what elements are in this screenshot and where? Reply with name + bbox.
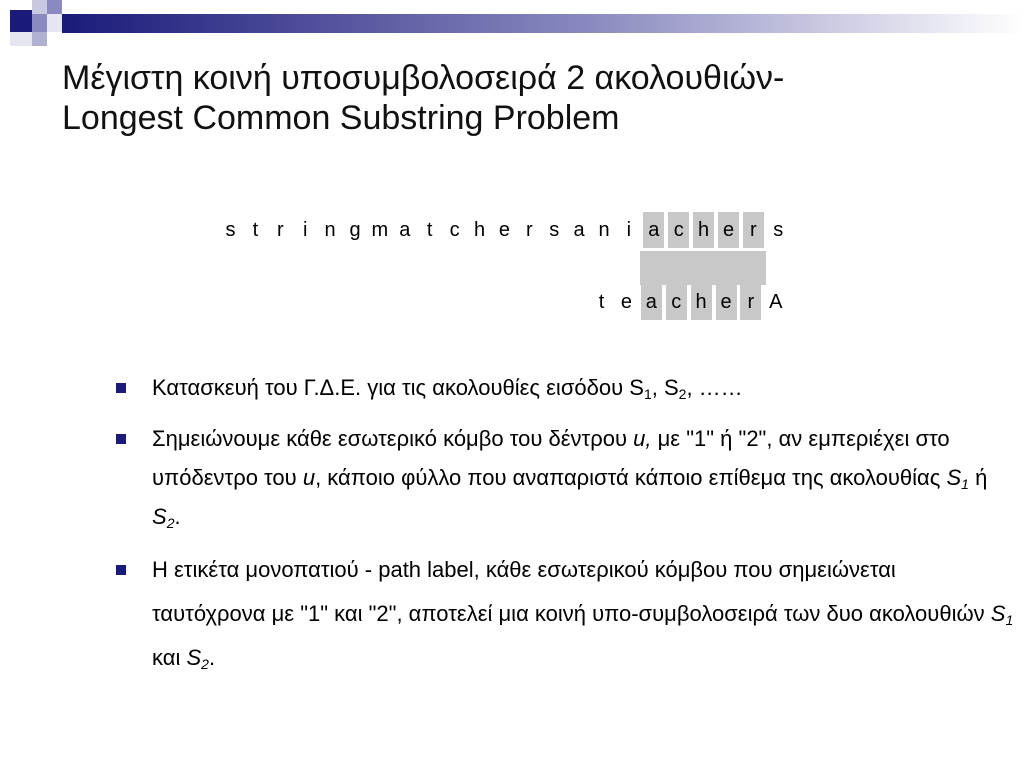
sequence-s1-char: a: [643, 212, 664, 248]
sequence-s1-char: c: [449, 219, 460, 241]
sequence-s2: [591, 284, 811, 320]
highlight-bridge: [640, 251, 766, 285]
sequence-s1-char: g: [349, 219, 361, 241]
header-decoration: [0, 0, 1024, 62]
sequence-s1-char: t: [426, 219, 433, 241]
sequence-s2-char: e: [620, 291, 632, 313]
sequence-s1-char: t: [252, 219, 259, 241]
bullet-item: Σημειώνουμε κάθε εσωτερικό κόμβο του δέντρου u, με "1" ή "2", αν εμπεριέχει στο υπόδεντρο του u, κάποιο φύλλο που αναπαριστά κάποιο επίθεμα της ακολουθίας $S_1$ ή $S_2$.: [114, 419, 1014, 536]
bullet-square-icon: [116, 434, 126, 444]
bullet-list: [114, 368, 1014, 692]
sequence-s2-char: c: [666, 284, 687, 320]
bullet-square-icon: [116, 565, 126, 575]
sequence-s2-char: A: [769, 291, 783, 313]
title-line-1: Μέγιστη κοινή υποσυμβολοσειρά 2 ακολουθιών-: [62, 59, 785, 97]
bullet-item: Η ετικέτα μονοπατιού - path label, κάθε εσωτερικού κόμβου που σημειώνεται ταυτόχρονα με "1" και "2", αποτελεί μια κοινή υπο-συμβολοσειρά των δυο ακολουθιών $S_1$ και $S_2$.: [114, 548, 1014, 680]
slide-title: [62, 58, 1002, 138]
sequence-s1-char: r: [743, 212, 764, 248]
sequence-s1-char: s: [549, 219, 560, 241]
sequence-s2-char: r: [740, 284, 761, 320]
sequence-s2-char: t: [598, 291, 605, 313]
sequence-s1-char: s: [773, 219, 784, 241]
sequence-s1-char: h: [473, 219, 486, 241]
sequence-s1-char: m: [371, 219, 389, 241]
sequence-s1-char: e: [498, 219, 510, 241]
sequence-s1-char: n: [324, 219, 336, 241]
sequence-s1-char: r: [276, 219, 284, 241]
sequence-s2-char: h: [691, 284, 712, 320]
sequence-s2-char: e: [716, 284, 737, 320]
sequence-s1-char: c: [668, 212, 689, 248]
sequence-s1-char: a: [399, 219, 411, 241]
sequence-s1-char: i: [626, 219, 632, 241]
bullet-square-icon: [116, 383, 126, 393]
sequence-s1-char: a: [573, 219, 585, 241]
sequence-s1: [220, 212, 820, 248]
sequence-s1-char: i: [302, 219, 308, 241]
bullet-item: Κατασκευή του Γ.Δ.Ε. για τις ακολουθίες εισόδου $S_1$, $S_2$, ……: [114, 368, 1014, 407]
title-line-2: Longest Common Substring Problem: [62, 99, 620, 137]
sequence-s1-char: n: [598, 219, 610, 241]
sequence-s2-char: a: [641, 284, 662, 320]
sequence-s1-char: h: [693, 212, 714, 248]
sequence-s1-char: e: [718, 212, 739, 248]
sequence-s1-char: r: [525, 219, 533, 241]
sequence-s1-char: s: [225, 219, 236, 241]
